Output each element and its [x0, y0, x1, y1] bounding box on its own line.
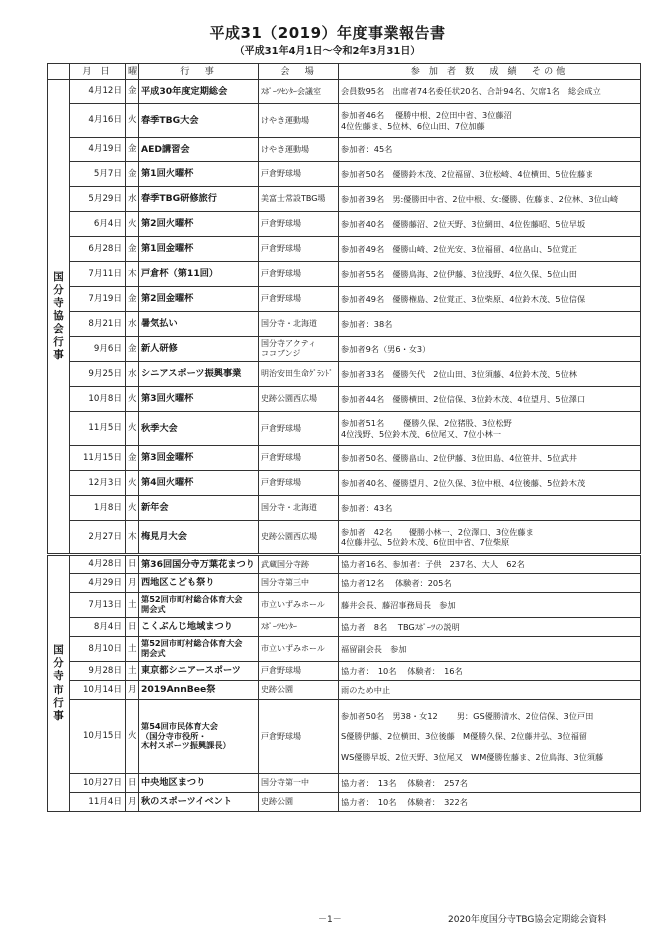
event-venue: ｽﾎﾟｰﾂｾﾝﾀｰ: [259, 618, 339, 637]
table-row: [48, 312, 641, 337]
event-weekday: 月: [126, 681, 139, 700]
event-date: 4月16日: [70, 104, 126, 138]
event-weekday: 金: [126, 138, 139, 162]
section-label: [48, 555, 70, 812]
event-result: 参加者50名 優勝鈴木茂、2位福留、3位松崎、4位横田、5位佐藤ま: [339, 162, 641, 187]
event-venue: 史跡公園: [259, 681, 339, 700]
event-name: 第54回市民体育大会 （国分寺市役所・ 木村スポーツ振興課長）: [139, 700, 259, 774]
event-result: 藤井会長、藤沼事務局長 参加: [339, 593, 641, 618]
event-weekday: 金: [126, 287, 139, 312]
event-name: AED講習会: [139, 138, 259, 162]
event-venue: 戸倉野球場: [259, 287, 339, 312]
event-name: 第2回金曜杯: [139, 287, 259, 312]
event-venue: 国分寺第三中: [259, 574, 339, 593]
event-result: 参加者33名 優勝矢代 2位山田、3位須藤、4位鈴木茂、5位林: [339, 362, 641, 387]
table-row: [48, 618, 641, 637]
table-row: [48, 187, 641, 212]
event-date: 11月4日: [70, 793, 126, 812]
table-row: [48, 774, 641, 793]
event-name: 戸倉杯（第11回）: [139, 262, 259, 287]
event-name: 第1回金曜杯: [139, 237, 259, 262]
event-date: 9月28日: [70, 662, 126, 681]
event-name: 第3回火曜杯: [139, 387, 259, 412]
event-date: 5月7日: [70, 162, 126, 187]
event-name: 秋季大会: [139, 412, 259, 446]
event-venue: 戸倉野球場: [259, 262, 339, 287]
event-result: 協力者12名 体験者：205名: [339, 574, 641, 593]
event-weekday: 日: [126, 774, 139, 793]
event-name: 第1回火曜杯: [139, 162, 259, 187]
event-name: 第52回市町村総合体育大会 開会式: [139, 593, 259, 618]
event-result: 参加者9名（男6・女3）: [339, 337, 641, 362]
event-weekday: 日: [126, 618, 139, 637]
event-venue: 戸倉野球場: [259, 162, 339, 187]
table-row: [48, 162, 641, 187]
event-date: 7月13日: [70, 593, 126, 618]
event-venue: 史跡公園西広場: [259, 521, 339, 555]
section-label: [48, 80, 70, 555]
section-label-text: 国分寺協会行事: [53, 270, 64, 362]
event-weekday: 木: [126, 521, 139, 555]
table-row: [48, 80, 641, 104]
event-result: 参加者50名、優勝畠山、2位伊藤、3位田島、4位笹井、5位武井: [339, 446, 641, 471]
report-table: [47, 63, 641, 812]
event-date: 5月29日: [70, 187, 126, 212]
event-weekday: 月: [126, 574, 139, 593]
event-venue: けやき運動場: [259, 104, 339, 138]
event-venue: 国分寺・北海道: [259, 312, 339, 337]
header-dow: 曜: [126, 64, 139, 80]
event-date: 8月21日: [70, 312, 126, 337]
table-row: [48, 471, 641, 496]
event-venue: 武蔵国分寺跡: [259, 555, 339, 574]
table-row: [48, 138, 641, 162]
event-date: 9月6日: [70, 337, 126, 362]
event-result: 参加者44名 優勝横田、2位信保、3位鈴木茂、4位望月、5位澤口: [339, 387, 641, 412]
event-result: 参加者40名 優勝藤沼、2位天野、3位網田、4位佐藤昭、5位早坂: [339, 212, 641, 237]
event-venue: 戸倉野球場: [259, 446, 339, 471]
event-date: 4月29日: [70, 574, 126, 593]
event-weekday: 火: [126, 700, 139, 774]
table-row: [48, 574, 641, 593]
event-name: 春季TBG研修旅行: [139, 187, 259, 212]
event-date: 4月19日: [70, 138, 126, 162]
table-row: [48, 287, 641, 312]
event-weekday: 火: [126, 387, 139, 412]
event-date: 7月19日: [70, 287, 126, 312]
event-name: こくぶんじ地域まつり: [139, 618, 259, 637]
table-row: [48, 681, 641, 700]
event-weekday: 土: [126, 637, 139, 662]
page-number: －1－: [318, 915, 342, 925]
event-date: 10月8日: [70, 387, 126, 412]
event-name: 新人研修: [139, 337, 259, 362]
event-weekday: 土: [126, 593, 139, 618]
table-row: [48, 262, 641, 287]
event-weekday: 火: [126, 471, 139, 496]
event-venue: 戸倉野球場: [259, 700, 339, 774]
table-row: [48, 387, 641, 412]
event-venue: 史跡公園: [259, 793, 339, 812]
event-result: 参加者39名 男:優勝田中省、2位中根、女:優勝、佐藤ま、2位林、3位山崎: [339, 187, 641, 212]
event-weekday: 金: [126, 337, 139, 362]
event-name: 東京都シニアースポーツ: [139, 662, 259, 681]
table-row: [48, 593, 641, 618]
event-date: 10月14日: [70, 681, 126, 700]
page-title: 平成31（2019）年度事業報告書: [209, 24, 446, 42]
event-weekday: 土: [126, 662, 139, 681]
event-date: 12月3日: [70, 471, 126, 496]
event-venue: 戸倉野球場: [259, 237, 339, 262]
event-name: 第2回火曜杯: [139, 212, 259, 237]
event-date: 11月15日: [70, 446, 126, 471]
table-row: [48, 412, 641, 446]
event-venue: 史跡公園西広場: [259, 387, 339, 412]
event-result: 参加者55名 優勝鳥海、2位伊藤、3位浅野、4位久保、5位山田: [339, 262, 641, 287]
event-weekday: 金: [126, 80, 139, 104]
event-result: 参加者：43名: [339, 496, 641, 521]
event-date: 9月25日: [70, 362, 126, 387]
event-weekday: 火: [126, 412, 139, 446]
event-name: シニアスポーツ振興事業: [139, 362, 259, 387]
event-date: 10月15日: [70, 700, 126, 774]
event-result: 協力者： 10名 体験者： 322名: [339, 793, 641, 812]
event-name: 2019AnnBee祭: [139, 681, 259, 700]
event-venue: 市立いずみホール: [259, 637, 339, 662]
table-row: [48, 793, 641, 812]
event-weekday: 火: [126, 104, 139, 138]
event-name: 新年会: [139, 496, 259, 521]
event-venue: 国分寺第一中: [259, 774, 339, 793]
event-result: 福留副会長 参加: [339, 637, 641, 662]
event-name: 第36回国分寺万葉花まつり: [139, 555, 259, 574]
event-name: 梅見月大会: [139, 521, 259, 555]
event-venue: ｽﾎﾟｰﾂｾﾝﾀｰ会議室: [259, 80, 339, 104]
event-venue: 戸倉野球場: [259, 212, 339, 237]
event-result: 協力者16名、参加者：子供 237名、大人 62名: [339, 555, 641, 574]
event-weekday: 木: [126, 262, 139, 287]
event-date: 10月27日: [70, 774, 126, 793]
event-result: 参加者：38名: [339, 312, 641, 337]
table-row: [48, 362, 641, 387]
event-weekday: 日: [126, 555, 139, 574]
event-result: 協力者： 10名 体験者： 16名: [339, 662, 641, 681]
page-subtitle: （平成31年4月1日～令和2年3月31日）: [234, 46, 421, 57]
table-row: [48, 212, 641, 237]
event-weekday: 水: [126, 312, 139, 337]
event-date: 8月4日: [70, 618, 126, 637]
header-venue: 会 場: [259, 64, 339, 80]
table-row: [48, 662, 641, 681]
event-date: 1月8日: [70, 496, 126, 521]
event-venue: 戸倉野球場: [259, 471, 339, 496]
event-name: 秋のスポーツイベント: [139, 793, 259, 812]
event-date: 2月27日: [70, 521, 126, 555]
event-date: 6月28日: [70, 237, 126, 262]
event-venue: 明治安田生命ｸﾞﾗﾝﾄﾞ: [259, 362, 339, 387]
table-row: [48, 237, 641, 262]
header-result: 参 加 者 数 成 績 その他: [339, 64, 641, 80]
table-row: [48, 637, 641, 662]
event-venue: 戸倉野球場: [259, 412, 339, 446]
event-result: 参加者46名 優勝中根、2位田中省、3位藤沼 4位佐藤ま、5位林、6位山田、7位加藤: [339, 104, 641, 138]
event-date: 4月28日: [70, 555, 126, 574]
event-name: 西地区こども祭り: [139, 574, 259, 593]
event-result: 参加者50名 男38・女12 男：GS優勝清水、2位信保、3位戸田 S優勝伊藤、2位横田、3位後藤 M優勝久保、2位藤井弘、3位福留 WS優勝早坂、2位天野、3位尾又 WM優勝佐藤ま、2位鳥海、3位須藤: [339, 700, 641, 774]
event-result: 協力者： 13名 体験者： 257名: [339, 774, 641, 793]
event-weekday: 火: [126, 496, 139, 521]
event-name: 第52回市町村総合体育大会 閉会式: [139, 637, 259, 662]
event-result: 雨のため中止: [339, 681, 641, 700]
event-result: 会員数95名 出席者74名委任状20名、合計94名、欠席1名 総会成立: [339, 80, 641, 104]
table-row: [48, 104, 641, 138]
event-weekday: 月: [126, 793, 139, 812]
event-name: 春季TBG大会: [139, 104, 259, 138]
event-result: 参加者：45名: [339, 138, 641, 162]
event-venue: けやき運動場: [259, 138, 339, 162]
table-row: [48, 337, 641, 362]
event-venue: 戸倉野球場: [259, 662, 339, 681]
event-weekday: 金: [126, 237, 139, 262]
table-row: [48, 521, 641, 555]
event-date: 11月5日: [70, 412, 126, 446]
event-name: 平成30年度定期総会: [139, 80, 259, 104]
header-date: 月 日: [70, 64, 126, 80]
event-venue: 美富士常設TBG場: [259, 187, 339, 212]
table-row: [48, 496, 641, 521]
section-label-text: 国分寺市行事: [53, 644, 64, 722]
event-weekday: 水: [126, 362, 139, 387]
event-name: 中央地区まつり: [139, 774, 259, 793]
event-venue: 国分寺アクティ ココブンジ: [259, 337, 339, 362]
event-date: 7月11日: [70, 262, 126, 287]
event-date: 8月10日: [70, 637, 126, 662]
event-venue: 国分寺・北海道: [259, 496, 339, 521]
event-weekday: 水: [126, 187, 139, 212]
table-row: [48, 700, 641, 774]
event-result: 協力者 8名 TBGｽﾎﾟｰﾂの説明: [339, 618, 641, 637]
event-name: 第3回金曜杯: [139, 446, 259, 471]
event-result: 参加者 42名 優勝小林一、2位澤口、3位佐藤ま 4位藤井弘、5位鈴木茂、6位田中省、7位柴原: [339, 521, 641, 555]
event-name: 第4回火曜杯: [139, 471, 259, 496]
table-row: [48, 555, 641, 574]
event-venue: 市立いずみホール: [259, 593, 339, 618]
event-result: 参加者49名 優勝権島、2位覚正、3位柴原、4位鈴木茂、5位信保: [339, 287, 641, 312]
event-name: 暑気払い: [139, 312, 259, 337]
event-date: 4月12日: [70, 80, 126, 104]
event-result: 参加者40名、優勝望月、2位久保、3位中根、4位後藤、5位鈴木茂: [339, 471, 641, 496]
table-header-row: [48, 64, 641, 80]
event-weekday: 金: [126, 446, 139, 471]
event-weekday: 火: [126, 212, 139, 237]
event-weekday: 金: [126, 162, 139, 187]
table-row: [48, 446, 641, 471]
event-result: 参加者49名 優勝山崎、2位光安、3位福留、4位畠山、5位覚正: [339, 237, 641, 262]
footer-note: 2020年度国分寺TBG協会定期総会資料: [448, 915, 607, 925]
header-event: 行 事: [139, 64, 259, 80]
event-result: 参加者51名 優勝久保、2位猪股、3位松野 4位浅野、5位鈴木茂、6位尾又、7位小林一: [339, 412, 641, 446]
event-date: 6月4日: [70, 212, 126, 237]
